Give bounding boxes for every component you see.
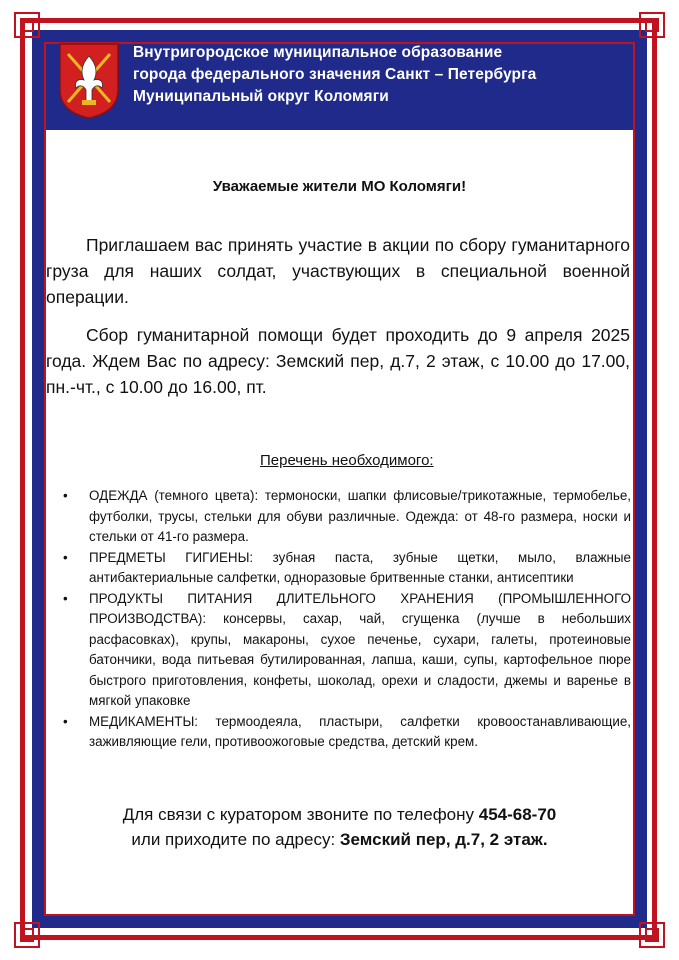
list-item-medicine bbox=[63, 712, 631, 753]
invitation-paragraph: Приглашаем вас принять участие в акции по сбору гуманитарного груза для наших солдат, участвующих в специальной военной операции. bbox=[46, 235, 630, 307]
corner-ornament-bottom-right bbox=[639, 922, 665, 948]
header-line-2: города федерального значения Санкт – Петербурга bbox=[133, 66, 537, 83]
list-title: Перечень необходимого: bbox=[260, 452, 434, 469]
corner-ornament-top-left bbox=[14, 12, 40, 38]
inner-red-frame bbox=[44, 42, 635, 916]
bullet-icon: • bbox=[63, 488, 68, 503]
contact-address-label: или приходите по адресу: bbox=[131, 830, 340, 849]
list-item-text: ПРОДУКТЫ ПИТАНИЯ ДЛИТЕЛЬНОГО ХРАНЕНИЯ (ПРОМЫШЛЕННОГО ПРОИЗВОДСТВА): консервы, сахар, чай, сгущенка (лучше в небольших расфасовках), крупы, макароны, сухое печенье, сухари, галеты, протеиновые батончики, вода питьевая бутилированная, лапша, каши, супы, картофельное пюре быстрого приготовления, конфеты, шоколад, орехи и сладости, джемы и варенье в мягкой упаковке bbox=[89, 590, 631, 708]
list-item-hygiene bbox=[63, 548, 631, 589]
contact-phone-label: Для связи с куратором звоните по телефону bbox=[122, 805, 479, 824]
bullet-icon: • bbox=[63, 713, 68, 729]
contact-address: Земский пер, д.7, 2 этаж. bbox=[339, 830, 548, 849]
contact-line-address bbox=[0, 827, 679, 852]
contact-line-phone bbox=[0, 802, 679, 827]
header-line-1: Внутригородское муниципальное образование bbox=[133, 44, 503, 61]
header-line-3: Муниципальный округ Коломяги bbox=[133, 88, 389, 105]
requirements-list bbox=[63, 486, 631, 753]
contact-block bbox=[0, 802, 679, 852]
coat-of-arms-emblem bbox=[58, 42, 120, 120]
list-item-food bbox=[63, 589, 631, 712]
bullet-icon: • bbox=[63, 549, 68, 565]
list-item-text: ПРЕДМЕТЫ ГИГИЕНЫ: зубная паста, зубные щетки, мыло, влажные антибактериальные салфетки, одноразовые бритвенные станки, антисептики bbox=[89, 549, 631, 585]
contact-phone-number: 454-68-70 bbox=[478, 805, 557, 824]
list-item-clothing bbox=[63, 486, 631, 548]
list-item-text: МЕДИКАМЕНТЫ: термоодеяла, пластыри, салфетки кровоостанавливающие, заживляющие гели, противоожоговые средства, детский крем. bbox=[89, 713, 631, 749]
corner-ornament-bottom-left bbox=[14, 922, 40, 948]
header-title bbox=[133, 42, 623, 108]
schedule-paragraph: Сбор гуманитарной помощи будет проходить до 9 апреля 2025 года. Ждем Вас по адресу: Земский пер, д.7, 2 этаж, с 10.00 до 17.00, пн.-чт., с 10.00 до 16.00, пт. bbox=[46, 325, 630, 397]
list-item-text: ОДЕЖДА (темного цвета): термоноски, шапки флисовые/трикотажные, термобелье, футболки, трусы, стельки для обуви различные. Одежда: от 48-го размера, носки и стельки от 41-го размера. bbox=[89, 488, 631, 544]
greeting-heading: Уважаемые жители МО Коломяги! bbox=[212, 178, 467, 195]
corner-ornament-top-right bbox=[639, 12, 665, 38]
bullet-icon: • bbox=[63, 590, 68, 606]
